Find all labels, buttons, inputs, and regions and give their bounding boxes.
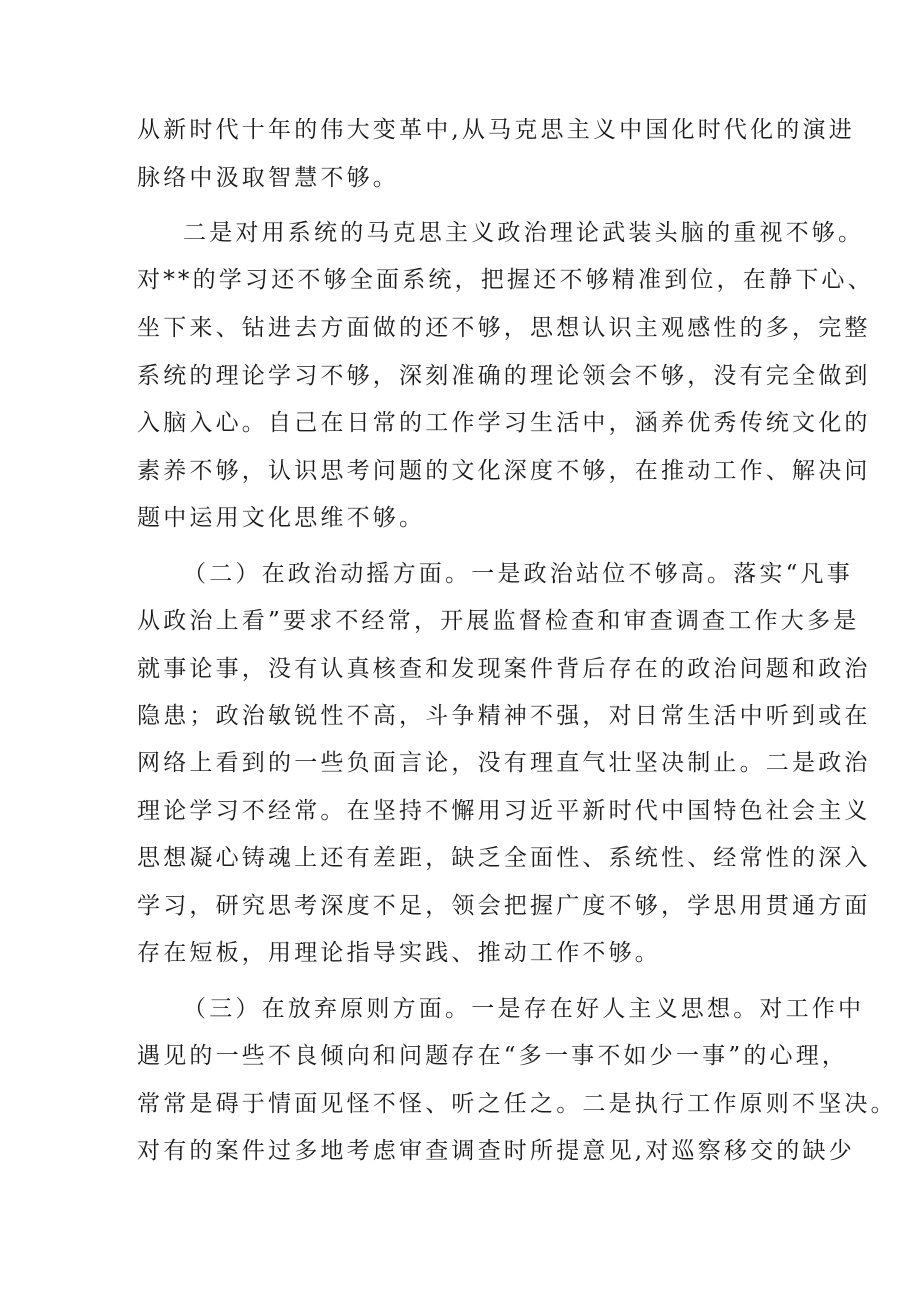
text-line: 网络上看到的一些负面言论，没有理直气壮坚决制止。二是政治 <box>137 750 871 776</box>
text-line: （二）在政治动摇方面。一是政治站位不够高。落实“凡事 <box>183 561 853 587</box>
text-line: 对**的学习还不够全面系统，把握还不够精准到位，在静下心、 <box>137 267 874 293</box>
text-line: 对有的案件过多地考虑审查调查时所提意见,对巡察移交的缺少 <box>137 1138 855 1164</box>
text-line: 脉络中汲取智慧不够。 <box>137 165 399 191</box>
text-line: 素养不够，认识思考问题的文化深度不够，在推动工作、解决问 <box>137 458 871 484</box>
text-line: 学习，研究思考深度不足，领会把握广度不够，学思用贯通方面 <box>137 893 871 919</box>
text-line: 从政治上看”要求不经常，开展监督检查和审查调查工作大多是 <box>137 608 860 634</box>
text-line: 存在短板，用理论指导实践、推动工作不够。 <box>137 940 661 966</box>
text-line: 题中运用文化思维不够。 <box>137 505 426 531</box>
text-line: 常常是碍于情面见怪不怪、听之任之。二是执行工作原则不坚决。 <box>137 1091 897 1117</box>
text-line: 二是对用系统的马克思主义政治理论武装头脑的重视不够。 <box>183 220 865 246</box>
text-line: （三）在放弃原则方面。一是存在好人主义思想。对工作中 <box>183 996 865 1022</box>
text-line: 遇见的一些不良倾向和问题存在“多一事不如少一事”的心理， <box>137 1043 849 1069</box>
text-line: 系统的理论学习不够，深刻准确的理论领会不够，没有完全做到 <box>137 363 871 389</box>
text-line: 隐患；政治敏锐性不高，斗争精神不强，对日常生活中听到或在 <box>137 703 871 729</box>
text-line: 就事论事，没有认真核查和发现案件背后存在的政治问题和政治 <box>137 656 871 682</box>
text-line: 从新时代十年的伟大变革中,从马克思主义中国化时代化的演进 <box>137 117 855 143</box>
text-line: 理论学习不经常。在坚持不懈用习近平新时代中国特色社会主义 <box>137 798 871 824</box>
text-line: 思想凝心铸魂上还有差距，缺乏全面性、系统性、经常性的深入 <box>137 845 871 871</box>
text-line: 入脑入心。自己在日常的工作学习生活中，涵养优秀传统文化的 <box>137 410 871 436</box>
text-line: 坐下来、钻进去方面做的还不够，思想认识主观感性的多，完整 <box>137 315 871 341</box>
